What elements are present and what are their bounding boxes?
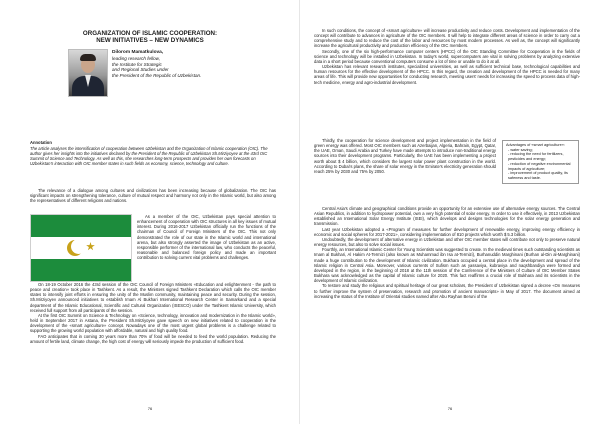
body-column <box>314 206 580 299</box>
body-column <box>314 28 580 85</box>
author-role-line: the President of the Republic of Uzbekistan. <box>112 73 202 79</box>
annotation-text: The article analyses the intensification of cooperation between Uzbekistan and the Organization of Islamic cooperation (OIC). The author gives her insights into the initiatives declared by the President of the Republic of Uzbekistan Sh.Mirziyoyev at the 43rd OIC Summit of Science and Technology. As well as this, she researches long-term prospects and provides her own forecasts on Uzbekistan's interaction with OIC member states in such fields as economy, science, technology and culture. <box>30 146 268 166</box>
sidebar-item: - reducing the need for fertilizers, pesticides and energy; <box>508 152 564 162</box>
page-number: 76 <box>147 406 153 411</box>
body-paragraph: As a member of the OIC, Uzbekistan pays special attention to enhancement of cooperation with OIC structures in all key issues of mutual interest. During 2016-2017 Uzbekistan officially run the functions of the chairman of Council of Foreign Ministers of the OIC. This not only demonstrated the role of our state in the Islamic world and international arena, but also strongly asserted the image of Uzbekistan as an active, responsible performer of the international law, who conducts the peaceful, reasonable and balanced foreign policy and made an important contribution to solving current vital problems and challenges. <box>137 214 276 261</box>
body-paragraph: On 18-19 October 2016 the 43rd session of the OIC Council of Foreign Ministers «Education and enlightenment - the path to peace and creation» took place in Tashkent. As a result, the Ministers signed Tashkent Declaration which calls the OIC member states to intensify joint efforts in ensuring the unity of the Muslim community, maintaining peace and security. During the session, Sh.Mirziyoyev announced initiatives to establish Imam Al Bukhari International Research Center in Samarkand and a special department of the Islamic Educational, Scientific and Cultural Organization (ISESCO) under the Tashkent Islamic University, which received full support from all participants of the session. <box>30 282 276 313</box>
oic-flag-image <box>30 214 132 282</box>
page-number: 76 <box>447 406 453 411</box>
body-paragraph: At the first OIC Summit on Science & Technology on «Science, technology, innovation and modernization in the Islamic world», held in September 2017 in Astana, the President Sh.Mirziyoyev gave speech on new initiatives related to cooperation in the development of the «smart agriculture» concept. Nowadays one of the most urgent global problems is a challenge related to supporting the growing world population with affordable, natural and high quality food. <box>30 312 276 334</box>
sidebar-list <box>506 148 575 181</box>
author-block <box>112 50 262 79</box>
annotation-block <box>30 140 276 166</box>
article-title-line-2: NEW INITIATIVES – NEW DYNAMICS <box>96 37 204 45</box>
body-paragraph: Secondly, one of the six high-performance computer centers (HPCC) of the OIC Standing Committee for Cooperation in the fields of science and technology will be installed in Uzbekistan. In today's world, supercomputers are vital in solving problems by analyzing extensive data in a short period because conventional computers consume a lot of time or unable to do it at all. <box>314 48 580 64</box>
body-paragraph: Last year Uzbekistan adopted a «Program of measures for further development of renewable energy, improving energy efficiency in economic and social spheres for 2017-2021», considering implementation of 810 projects which worth $ 5.3 billion. <box>314 226 580 237</box>
article-title-line-1: ORGANIZATION OF ISLAMIC COOPERATION: <box>82 30 218 37</box>
sidebar-title: Advantages of «smart agriculture»: <box>506 143 565 147</box>
body-column <box>30 282 276 344</box>
body-paragraph: Undoubtedly, the development of alternative energy in Uzbekistan and other OIC member states will contribute not only to preserve natural energy resources, but also to solve social issues. <box>314 236 580 248</box>
right-page <box>300 0 600 424</box>
author-role-line: and Regional Studies under <box>112 67 169 73</box>
body-paragraph: FAO anticipates that in coming 30 years more than 70% of food will be needed to feed the world population. Reducing the amount of fertile land, climate change, the high cost of energy will seriously impede the production of sufficient food. <box>30 333 276 344</box>
sidebar-item: - improvement of product quality, its safeness and taste. <box>508 171 568 180</box>
body-paragraph: Uzbekistan has relevant research institutes, specialized universities, as well as sufficient technical base, technological capabilities and human resources for the effective development of the HPCC. In this regard, the creation and development of the HPCC is needed for many areas of life. This will provide new opportunities for conducting research, meeting users' needs for increasing the speed to process data of high-tech medicine, energy and agro-industrial development. <box>314 64 580 85</box>
intro-paragraph: The relevance of a dialogue among cultures and civilizations has been increasing because of globalization. The OIC has significant impacts on strengthening tolerance, culture of mutual respect and harmony not only in the Islamic world, but also among the representatives of different religions and nations. <box>30 188 276 204</box>
sidebar-item: - water saving; <box>508 147 533 152</box>
body-paragraph: Thirdly, the cooperation for science development and project implementation in the field of green energy was offered. Most OIC members such as Azerbaijan, Algeria, Bahrain, Egypt, Qatar, the UAE, Oman, Saudi Arabia and Turkey have made attempts to introduce non-traditional energy sources into their development programs. Particularly, the UAE has been implementing a project worth about $ 4 billion, which considers the largest solar power plant construction in the world. According to Dubai's plans, the share of solar energy in the Emirate's electricity generation should reach 25% by 2030 and 75% by 2050. <box>314 138 496 174</box>
author-role-line: leading research fellow, <box>112 55 161 61</box>
body-paragraph: In such conditions, the concept of «smart agriculture» will increase productivity and reduce costs. Development and implementation of the concept will contribute to advances in agriculture of the OIC members. It will help to integrate different areas of science in order to carry out a comprehensive study and to reduce the cost of the labor and resources by most modern processes. As well as, the concept will significantly increase the agricultural productivity and production efficiency of the OIC members. <box>314 28 580 49</box>
body-paragraph: Fourthly, an International Islamic Center for Young Scientists was suggested to create. In the medieval times such outstanding scientists as Imam al Bukhari, Al Hakim At-Termizi (also known as Muhammad ibn Isa at-Termizi), Burhanuddin Marghinani (Burhan al-Din al-Marghinani) made a huge contribution to the development of Islamic civilization. Bukhara occupied a central place in the development and spread of the Islamic religion in Central Asia. Moreover, various currents of Sufism such as yassaviya, kubraviya and naqshbandiya were formed and developed in the region, in the beginning of 2018 at the 11th session of the Conference of the Ministers of Culture of OIC Member States Bukhara was acknowledged as the capital of Islamic culture for 2020. This fact reaffirms a crucial role of Bukhara and its scientists in the development of Islamic civilization. <box>314 247 580 284</box>
author-role-line: the Institute for Strategic <box>112 61 162 67</box>
annotation-label: Annotation <box>30 140 52 145</box>
author-photo <box>68 49 108 97</box>
smart-agriculture-sidebar <box>502 140 579 184</box>
body-paragraph: To restore and study the religious and spiritual heritage of our great scholars, the President of Uzbekistan signed a decree «On measures to further improve the system of preservation, research and promotion of ancient manuscripts» in May of 2017. The document aimed at increasing the status of the Institute of Oriental studies named after Abu Rayhan Beruni of the <box>314 283 580 299</box>
sidebar-item: - reduction of negative environmental impacts of agriculture; <box>508 161 571 171</box>
author-name: Dilorom Mamatkulova, <box>112 50 164 55</box>
article-title <box>30 30 270 45</box>
body-paragraph: Central Asia's climate and geographical conditions provide an opportunity for an extensive use of alternative energy sources. The Central Asian Republics, in addition to hydropower potential, own a very high potential of solar energy. In order to use it effectively, in 2013 Uzbekistan established an International Solar Energy Institute (ISEI), which develops and designs technologies for the solar energy generation and transmission. <box>314 206 580 227</box>
